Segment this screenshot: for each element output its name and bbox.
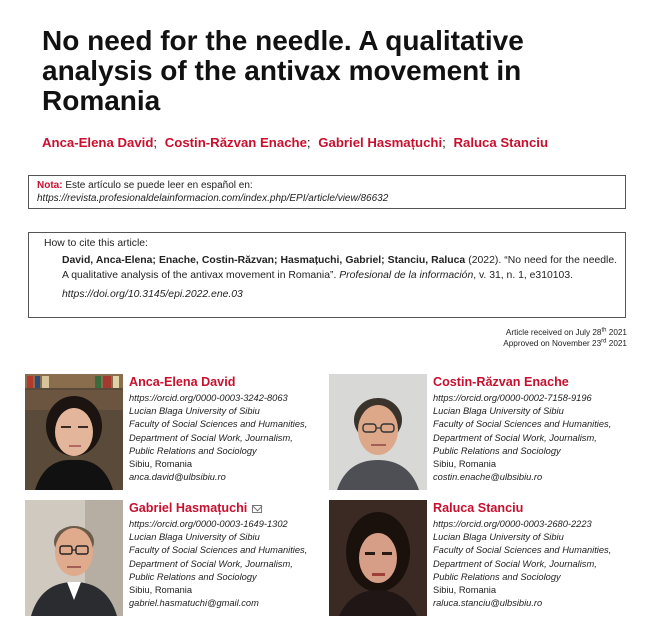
author-email[interactable]: costin.enache@ulbsibiu.ro <box>433 472 543 483</box>
author-info <box>433 500 633 610</box>
affiliation-line: Department of Social Work, Journalism, <box>433 432 597 443</box>
affiliation-line: Public Relations and Sociology <box>433 571 561 582</box>
note-label: Nota: <box>37 180 63 191</box>
received-date: Article received on July 28th 2021 <box>505 327 627 337</box>
author-name: Raluca Stanciu <box>453 135 549 150</box>
author-info <box>129 500 329 610</box>
author-card-name: Anca-Elena David <box>129 375 236 389</box>
author-city: Sibiu, Romania <box>433 585 497 596</box>
author-email[interactable]: anca.david@ulbsibiu.ro <box>129 472 226 483</box>
affiliation-line: Faculty of Social Sciences and Humanities, <box>129 419 308 430</box>
author-card <box>25 374 325 492</box>
affiliation-line: Lucian Blaga University of Sibiu <box>129 532 260 543</box>
author-email[interactable]: raluca.stanciu@ulbsibiu.ro <box>433 598 543 609</box>
affiliation-line: Faculty of Social Sciences and Humanities, <box>129 545 308 556</box>
author-info <box>433 374 633 484</box>
author-photo <box>25 500 123 616</box>
author-card-name: Gabriel Hasmațuchi <box>129 500 329 516</box>
affiliation-line: Lucian Blaga University of Sibiu <box>433 406 564 417</box>
affiliation-line: Department of Social Work, Journalism, <box>433 558 597 569</box>
envelope-icon[interactable] <box>252 505 262 513</box>
affiliation-line: Public Relations and Sociology <box>433 445 561 456</box>
spanish-version-link[interactable]: https://revista.profesionaldelainformacion.com/index.php/EPI/article/view/86632 <box>37 193 389 204</box>
orcid-link[interactable]: https://orcid.org/0000-0003-1649-1302 <box>129 519 288 529</box>
article-dates <box>503 327 627 349</box>
affiliation-line: Department of Social Work, Journalism, <box>129 432 293 443</box>
citation-title: “No need for the needle. A qualitative analysis of the antivax movement in Romania”. <box>62 255 617 281</box>
affiliation-line: Faculty of Social Sciences and Humanities, <box>433 419 612 430</box>
author-name: Gabriel Hasmațuchi <box>318 135 443 150</box>
article-title: No need for the needle. A qualitative analysis of the antivax movement in Romania <box>42 25 524 116</box>
author-photo <box>329 374 427 490</box>
note-text: Este artículo se puede leer en español en: <box>65 180 253 191</box>
orcid-link[interactable]: https://orcid.org/0000-0003-2680-2223 <box>433 519 592 529</box>
citation-heading: How to cite this article: <box>44 238 148 249</box>
author-name: Costin-Răzvan Enache <box>164 135 307 150</box>
affiliation-line: Lucian Blaga University of Sibiu <box>433 532 564 543</box>
orcid-link[interactable]: https://orcid.org/0000-0002-7158-9196 <box>433 393 592 403</box>
author-name: Anca-Elena David <box>42 135 154 150</box>
affiliation-line: Faculty of Social Sciences and Humanities, <box>433 545 612 556</box>
author-card-name: Costin-Răzvan Enache <box>433 375 569 389</box>
citation-year: (2022). <box>468 255 502 266</box>
author-city: Sibiu, Romania <box>433 459 497 470</box>
author-card-name: Raluca Stanciu <box>433 501 524 515</box>
author-photo <box>25 374 123 490</box>
affiliation-line: Lucian Blaga University of Sibiu <box>129 406 260 417</box>
author-info <box>129 374 329 484</box>
citation-details: , v. 31, n. 1, e310103. <box>473 270 573 281</box>
author-card <box>329 374 629 492</box>
citation-journal: Profesional de la información <box>339 270 474 281</box>
author-card <box>25 500 325 618</box>
citation-text <box>44 253 617 283</box>
spanish-version-note <box>28 175 626 209</box>
citation-box <box>28 232 626 318</box>
doi-link[interactable]: https://doi.org/10.3145/epi.2022.ene.03 <box>62 289 243 300</box>
affiliation-line: Public Relations and Sociology <box>129 445 257 456</box>
affiliation-line: Department of Social Work, Journalism, <box>129 558 293 569</box>
author-email[interactable]: gabriel.hasmatuchi@gmail.com <box>129 598 259 609</box>
author-city: Sibiu, Romania <box>129 459 193 470</box>
author-list: Anca-Elena David; Costin-Răzvan Enache; Gabriel Hasmațuchi; Raluca Stanciu <box>42 135 549 150</box>
approved-date: Approved on November 23rd 2021 <box>503 338 627 348</box>
author-city: Sibiu, Romania <box>129 585 193 596</box>
citation-authors: David, Anca-Elena; Enache, Costin-Răzvan; Hasmațuchi, Gabriel; Stanciu, Raluca <box>62 255 466 266</box>
author-photo <box>329 500 427 616</box>
author-card <box>329 500 629 618</box>
orcid-link[interactable]: https://orcid.org/0000-0003-3242-8063 <box>129 393 288 403</box>
affiliation-line: Public Relations and Sociology <box>129 571 257 582</box>
